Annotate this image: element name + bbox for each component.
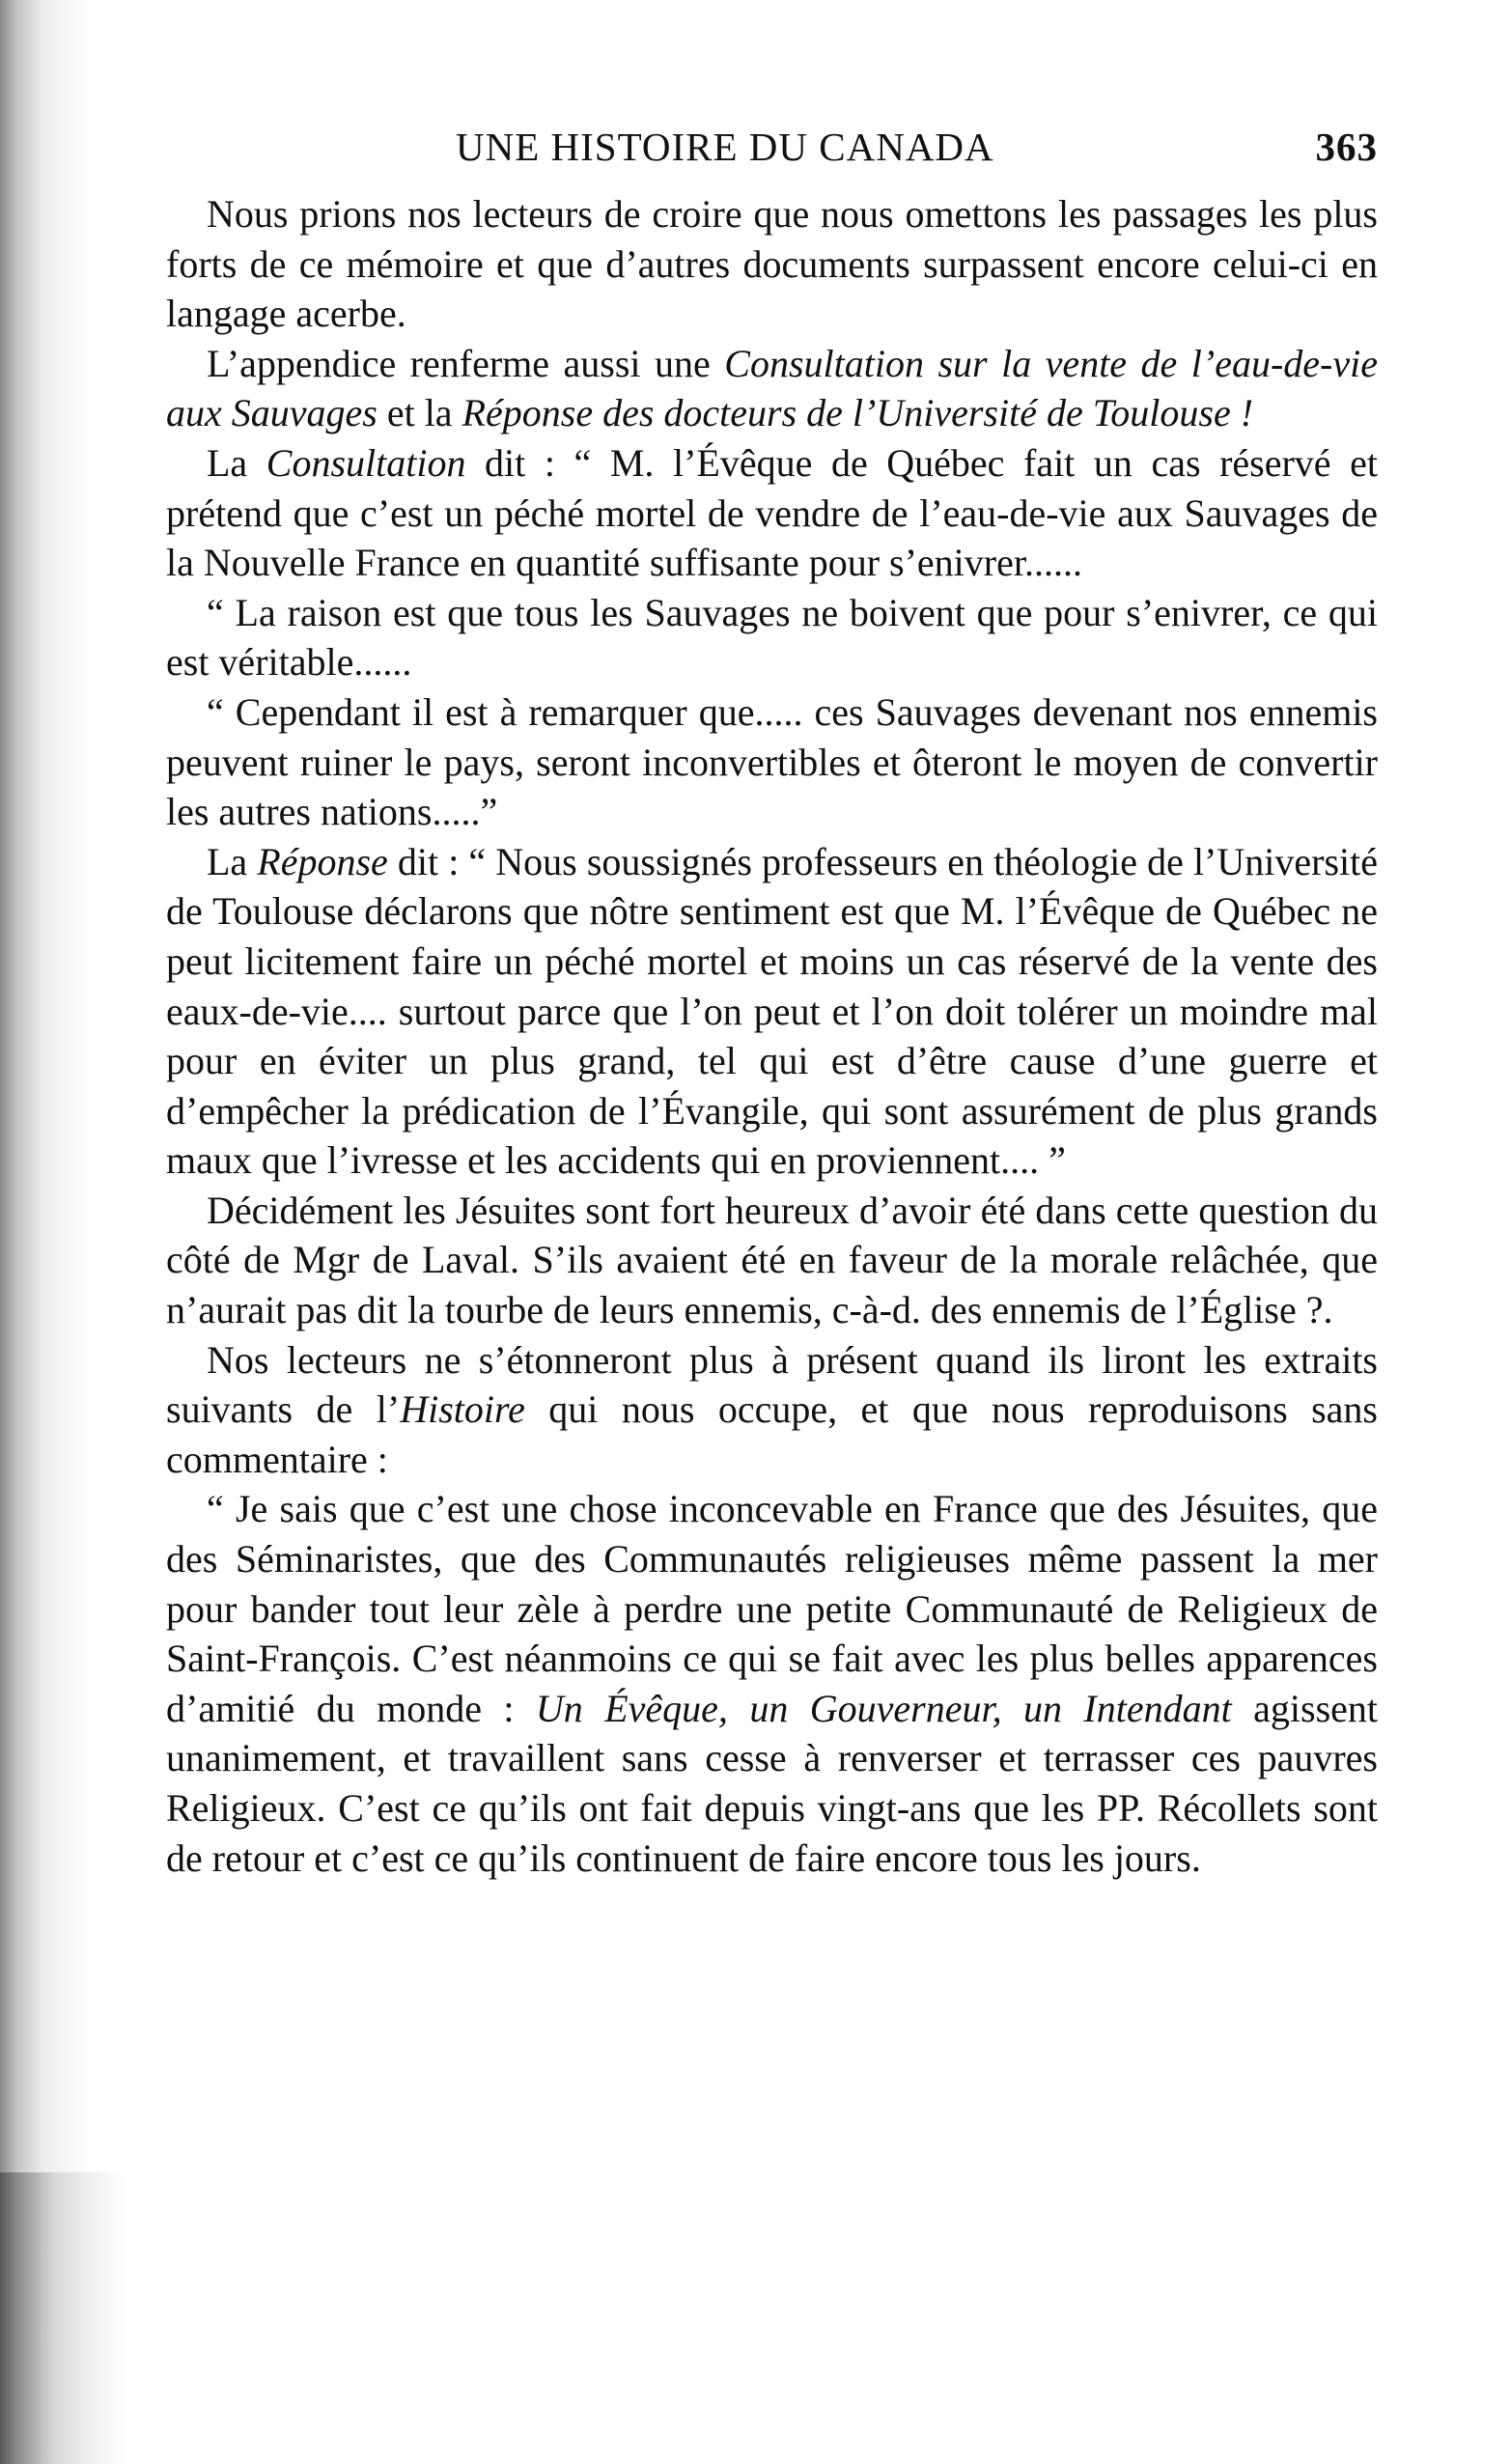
paragraph bbox=[166, 837, 1378, 1186]
italic-text: Consultation sur la vente de l’eau-de-vie aux Sauvages bbox=[166, 341, 1378, 435]
text-run: L’appendice renferme aussi une bbox=[207, 341, 725, 385]
italic-text: Un Évêque, un Gouverneur, un Intendant bbox=[535, 1686, 1232, 1730]
text-run: La bbox=[207, 839, 258, 883]
paragraph bbox=[166, 438, 1378, 588]
text-run: Décidément les Jésuites sont fort heureux d’avoir été dans cette question du côté de Mgr de Laval. S’ils avaient été en faveur de la morale relâchée, que n’aurait pas dit la tourbe de leurs ennemis, c-à-d. des ennemis de l’Église ?. bbox=[166, 1188, 1378, 1332]
page-header bbox=[166, 116, 1378, 180]
italic-text: Réponse des docteurs de l’Université de Toulouse ! bbox=[461, 391, 1254, 435]
paragraph bbox=[166, 1335, 1378, 1485]
text-run: Nos lecteurs ne s’étonneront plus à présent quand ils liront les extraits suivants de l’ bbox=[166, 1337, 1378, 1432]
text-run: “ Cependant il est à remarquer que..... ces Sauvages devenant nos ennemis peuvent ruiner le pays, seront inconvertibles et ôteront le moyen de convertir les autres nations.....” bbox=[166, 689, 1378, 834]
book-page bbox=[166, 116, 1378, 1883]
scan-shadow-left bbox=[0, 0, 92, 2464]
text-run: et la bbox=[377, 391, 462, 435]
italic-text: Réponse bbox=[257, 839, 388, 883]
italic-text: Histoire bbox=[400, 1387, 525, 1432]
paragraph bbox=[166, 1186, 1378, 1335]
text-run: qui nous occupe, et que nous reproduisons sans commentaire : bbox=[166, 1387, 1378, 1481]
running-title: UNE HISTOIRE DU CANADA bbox=[456, 125, 994, 169]
text-run: Nous prions nos lecteurs de croire que nous omettons les passages les plus forts de ce mémoire et que d’autres documents surpassent encore celui-ci en langage acerbe. bbox=[166, 192, 1378, 336]
text-run: agissent unanimement, et travaillent sans cesse à renverser et terrasser ces pauvres Religieux. C’est ce qu’ils ont fait depuis vingt-ans que les PP. Récollets sont de retour et c’est ce qu’ils continuent de faire encore tous les jours. bbox=[166, 1686, 1378, 1880]
paragraph bbox=[166, 189, 1378, 339]
text-run: dit : “ M. l’Évêque de Québec fait un cas réservé et prétend que c’est un péché mortel de vendre de l’eau-de-vie aux Sauvages de la Nouvelle France en quantité suffisante pour s’enivrer...... bbox=[166, 440, 1378, 585]
text-run: “ La raison est que tous les Sauvages ne boivent que pour s’enivrer, ce qui est véritable...... bbox=[166, 590, 1378, 685]
text-run: “ Je sais que c’est une chose inconcevable en France que des Jésuites, que des Séminaristes, que des Communautés religieuses même passent la mer pour bander tout leur zèle à perdre une petite Communauté de Religieux de Saint-François. C’est néanmoins ce qui se fait avec les plus belles apparences d’amitié du monde : bbox=[166, 1487, 1378, 1730]
paragraph bbox=[166, 588, 1378, 687]
paragraph bbox=[166, 687, 1378, 837]
paragraph bbox=[166, 339, 1378, 438]
italic-text: Consultation bbox=[266, 440, 466, 485]
text-run: La bbox=[207, 440, 266, 485]
page-number: 363 bbox=[1315, 125, 1378, 169]
body-text bbox=[166, 189, 1378, 1883]
text-run: dit : “ Nous soussignés professeurs en théologie de l’Université de Toulouse déclarons que nôtre sentiment est que M. l’Évêque de Québec ne peut licitement faire un péché mortel et moins un cas réservé de la vente des eaux-de-vie.... surtout parce que l’on peut et l’on doit tolérer un moindre mal pour en éviter un plus grand, tel qui est d’être cause d’une guerre et d’empêcher la prédication de l’Évangile, qui sont assurément de plus grands maux que l’ivresse et les accidents qui en proviennent.... ” bbox=[166, 839, 1378, 1183]
paragraph bbox=[166, 1484, 1378, 1883]
scan-shadow-bottom-left bbox=[0, 2172, 126, 2464]
